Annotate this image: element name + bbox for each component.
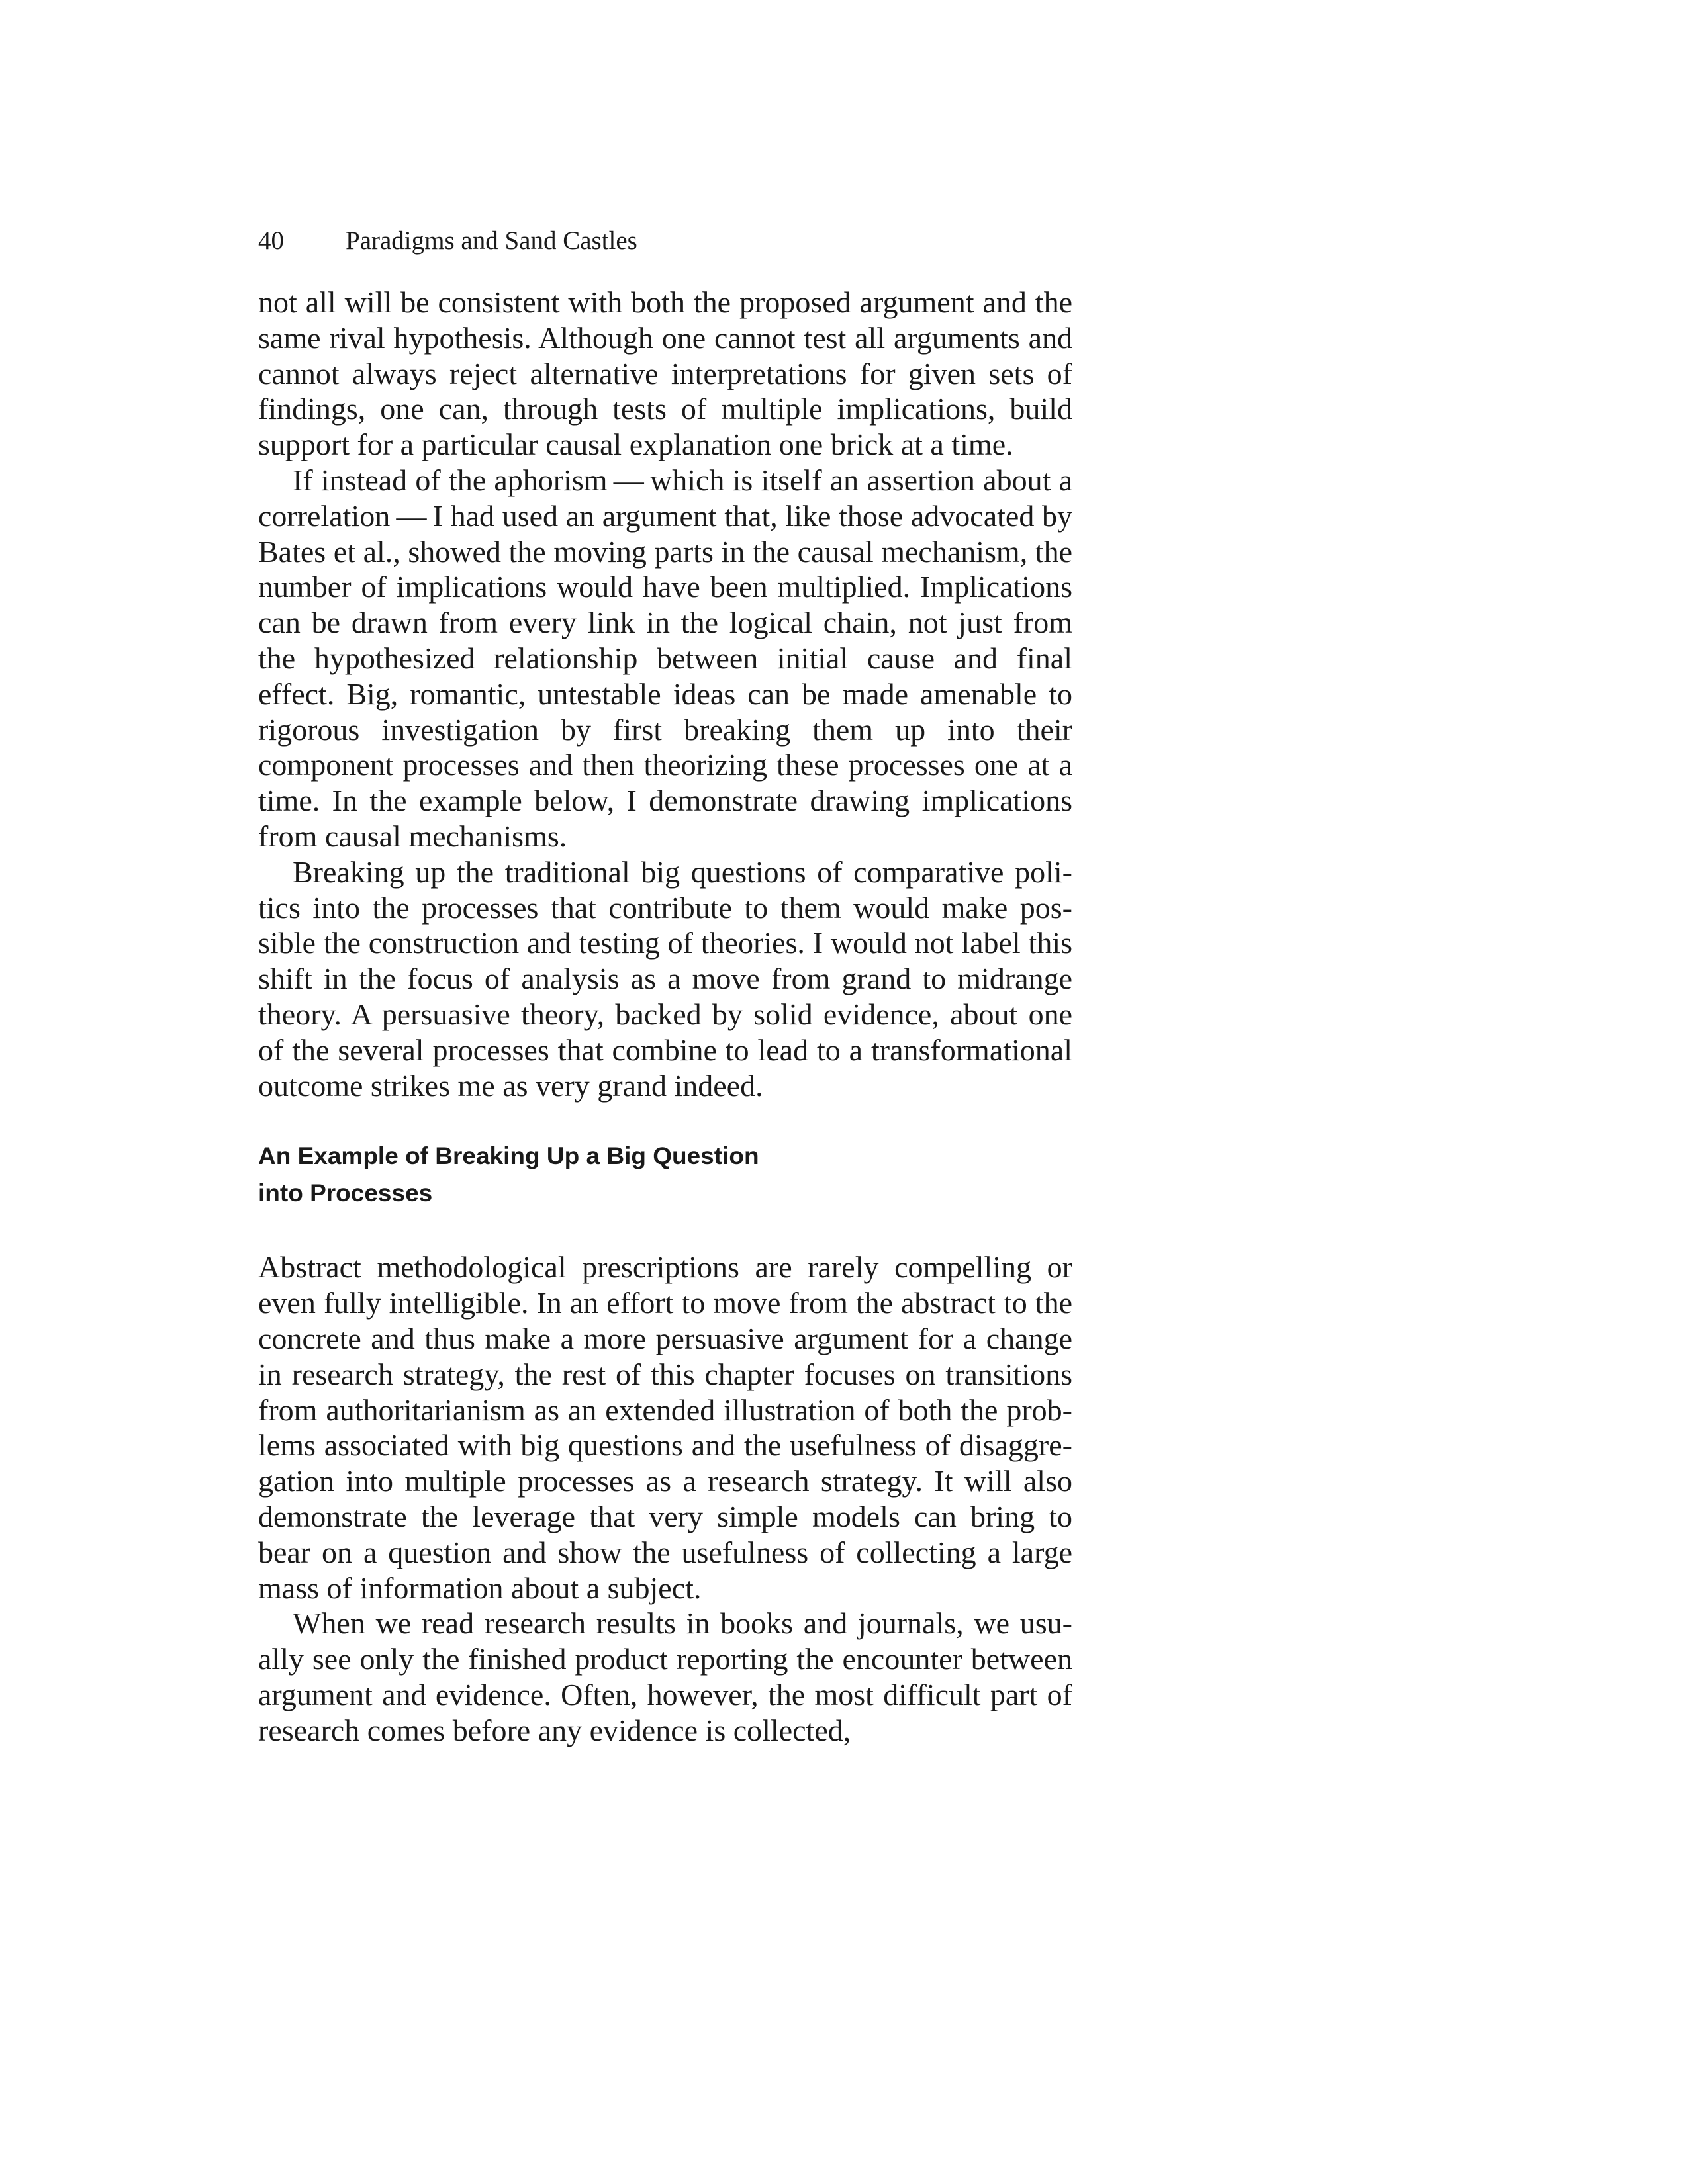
- section-heading-line-2: into Processes: [258, 1179, 433, 1207]
- paragraph-research-results: When we read research results in books and journals, we usually see only the finished product reporting the encounter between argument and evidence. Often, however, the most difficult part of research comes before any evidence is collected,: [258, 1606, 1072, 1747]
- section-heading: [258, 1138, 1072, 1212]
- page-number: 40: [258, 226, 284, 255]
- running-head-title: Paradigms and Sand Castles: [346, 226, 637, 255]
- paragraph-big-questions: Breaking up the traditional big questions of comparative politics into the processes that contribute to them would make possible the construction and testing of theories. I would not label this shift in the focus of analysis as a move from grand to midrange theory. A persuasive theory, backed by solid evidence, about one of the several processes that combine to lead to a transformational outcome strikes me as very grand indeed.: [258, 854, 1072, 1103]
- paragraph-abstract-prescriptions: Abstract methodological prescriptions are rarely compelling or even fully intelligible. In an effort to move from the abstract to the concrete and thus make a more persuasive argument for a change in research strategy, the rest of this chapter focuses on transitions from authoritarianism as an extended illustration of both the problems associated with big questions and the usefulness of disaggregation into multiple processes as a research strategy. It will also demonstrate the leverage that very simple models can bring to bear on a question and show the usefulness of collecting a large mass of information about a subject.: [258, 1250, 1072, 1605]
- body-text: [258, 285, 1072, 1748]
- paragraph-aphorism: If instead of the aphorism — which is itself an assertion about a correlation — I had used an argument that, like those advocated by Bates et al., showed the moving parts in the causal mechanism, the number of implications would have been multiplied. Implications can be drawn from every link in the logical chain, not just from the hypothesized relationship between initial cause and final effect. Big, romantic, untestable ideas can be made amenable to rigorous investigation by first breaking them up into their component processes and then theorizing these processes one at a time. In the example below, I demonstrate drawing implications from causal mechanisms.: [258, 463, 1072, 853]
- running-head: [258, 222, 1072, 259]
- paragraph-continued: not all will be consistent with both the proposed argument and the same rival hypothesis. Although one cannot test all arguments and cannot always reject alternative interpretations for given sets of findings, one can, through tests of multiple implications, build support for a particular causal explanation one brick at a time.: [258, 285, 1072, 462]
- section-heading-line-1: An Example of Breaking Up a Big Question: [258, 1142, 759, 1170]
